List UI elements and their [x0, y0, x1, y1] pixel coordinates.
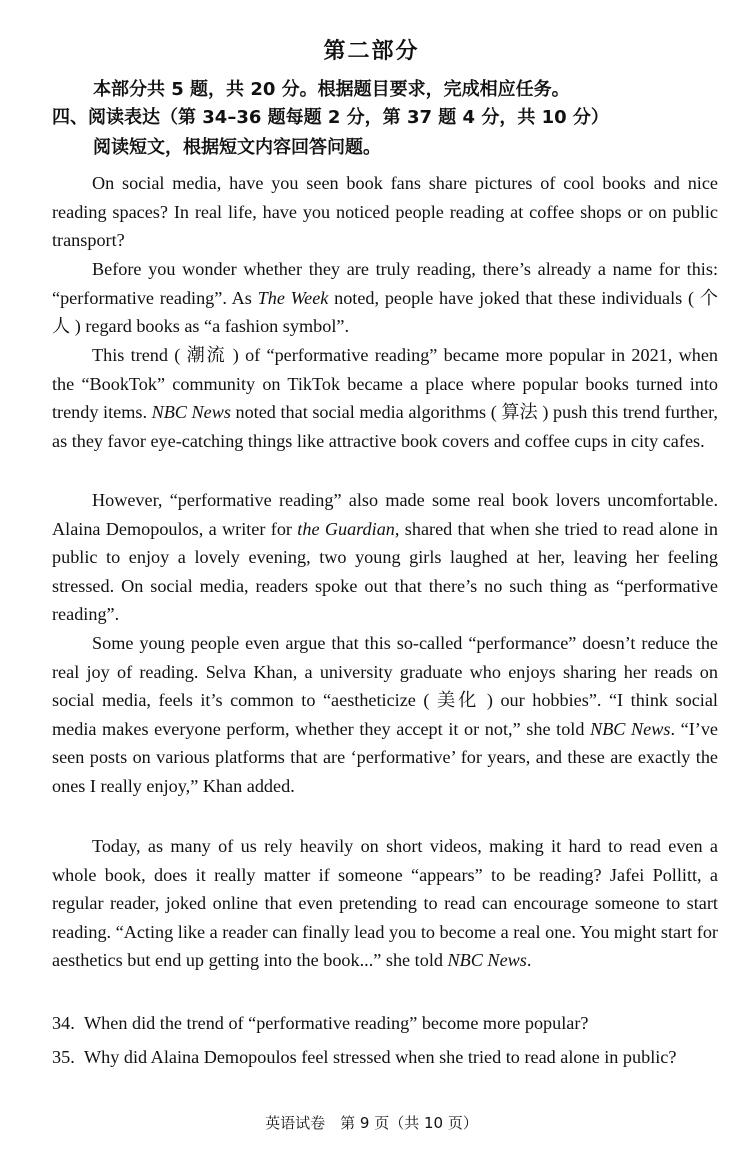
paragraph-2	[52, 255, 718, 341]
instruction: 阅读短文，根据短文内容回答问题。	[93, 137, 381, 158]
section-heading: 四、阅读表达（第 34–36 题每题 2 分，第 37 题 4 分，共 10 分）	[52, 107, 609, 128]
paragraph-3	[52, 341, 718, 455]
question-number: 35.	[52, 1047, 75, 1067]
paragraph-6	[52, 832, 718, 975]
publication-the-week: The Week	[257, 287, 329, 308]
publication-nbc-news: NBC News	[151, 402, 231, 423]
paragraph-4-text-a: However, “performative reading” also made some real book lovers uncomfortable. Alaina Demopoulos, a writer for	[52, 490, 718, 539]
question-text: When did the trend of “performative reading” become more popular?	[84, 1013, 589, 1033]
paragraph-3-text-a: This trend ( 潮流 ) of “performative reading” became more popular in 2021, when the “BookTok” community on TikTok became a place where popular books turned into trendy items.	[52, 345, 718, 423]
intro-line: 本部分共 5 题，共 20 分。根据题目要求，完成相应任务。	[93, 79, 570, 100]
question-number: 34.	[52, 1013, 75, 1033]
question-34	[52, 1009, 722, 1038]
page-footer: 英语试卷 第 9 页（共 10 页）	[265, 1114, 478, 1132]
paragraph-6-text-b: .	[526, 950, 532, 971]
paragraph-6-text-a: Today, as many of us rely heavily on short videos, making it hard to read even a whole book, does it really matter if someone “appears” to be reading? Jafei Pollitt, a regular reader, joked online that even pretending to read can encourage someone to start reading. “Acting like a reader can finally lead you to become a real one. You might start for aesthetics but end up getting into the book...” she told	[52, 836, 718, 971]
paragraph-3-text-b: noted that social media algorithms ( 算法 ) push this trend further, as they favor eye-catching things like attractive book covers and coffee cups in city cafes.	[52, 402, 718, 451]
paragraph-4-text-b: , shared that when she tried to read alone in public to enjoy a lovely evening, two young girls laughed at her, leaving her feeling stressed. On social media, readers spoke out that there’s no such thing as “performative reading”.	[52, 518, 719, 625]
paragraph-2-text-a: Before you wonder whether they are truly reading, there’s already a name for this: “performative reading”. As	[52, 259, 718, 308]
paragraph-5	[52, 629, 718, 801]
question-text: Why did Alaina Demopoulos feel stressed when she tried to read alone in public?	[84, 1047, 677, 1067]
paragraph-4	[52, 486, 718, 629]
publication-nbc-news: NBC News	[590, 718, 671, 739]
question-35	[52, 1043, 743, 1072]
paragraph-2-text-b: noted, people have joked that these individuals ( 个人 ) regard books as “a fashion symbol”.	[52, 287, 719, 337]
publication-the-guardian: the Guardian	[297, 518, 395, 539]
section-title: 第二部分	[323, 39, 420, 64]
paragraph-1: On social media, have you seen book fans share pictures of cool books and nice reading spaces? In real life, have you noticed people reading at coffee shops or on public transport?	[52, 173, 718, 251]
publication-nbc-news: NBC News	[447, 950, 527, 971]
paragraph-5-text-b: . “I’ve seen posts on various platforms that are ‘performative’ for years, and these are exactly the ones I really enjoy,” Khan added.	[52, 718, 718, 796]
paragraph-5-text-a: Some young people even argue that this so-called “performance” doesn’t reduce the real joy of reading. Selva Khan, a university graduate who enjoys sharing her reads on social media, feels it’s common to “aestheticize ( 美化 ) our hobbies”. “I think social media makes everyone perform, whether they accept it or not,” she told	[52, 633, 718, 739]
